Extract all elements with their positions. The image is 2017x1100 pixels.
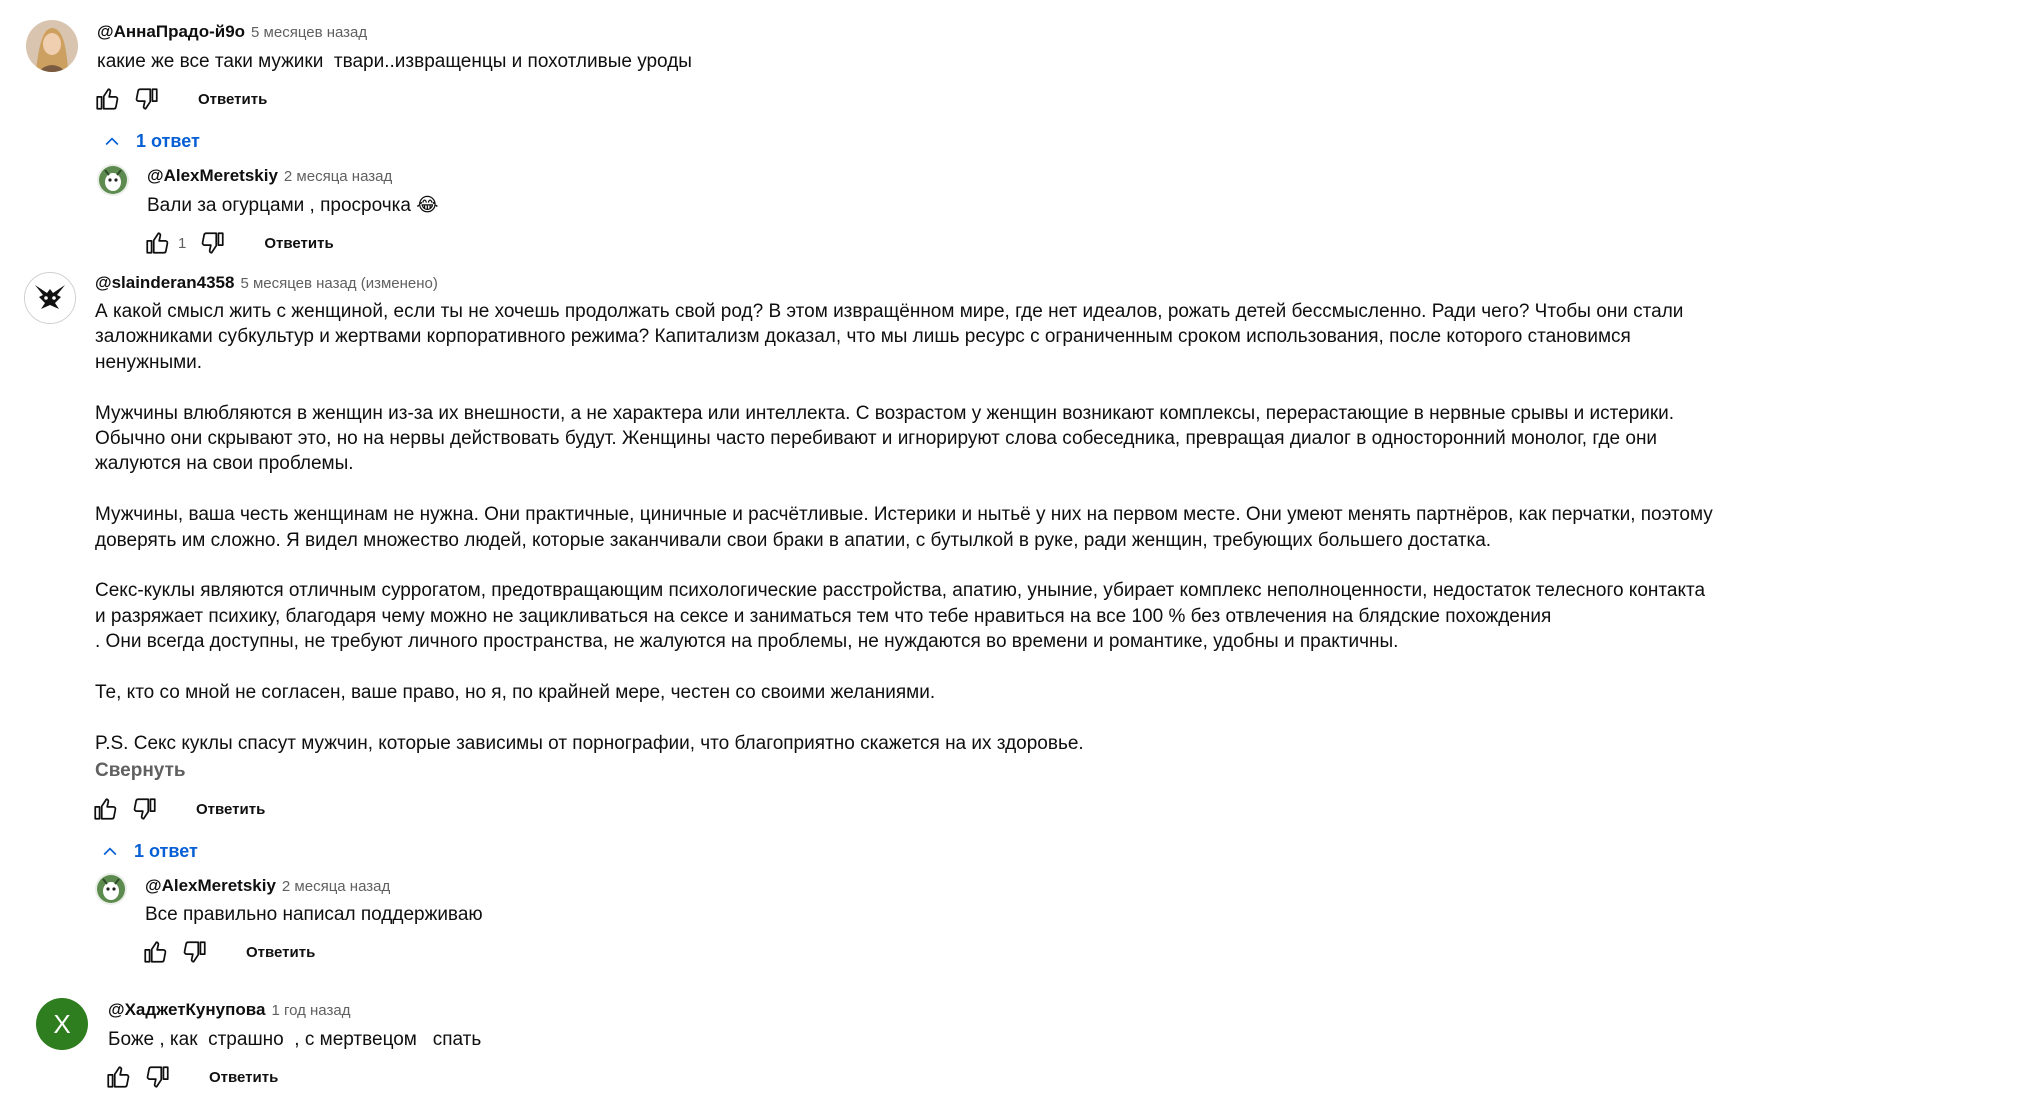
reply-text: Все правильно написал поддерживаю [145,904,483,925]
reply-time[interactable]: 2 месяца назад [283,168,393,185]
replies-count: 1 ответ [134,841,198,861]
chevron-up-icon [100,842,120,862]
thumbs-down-icon [145,1064,171,1090]
dislike-button[interactable] [182,934,222,970]
reply-text: Вали за огурцами , просрочка 😂 [147,195,439,216]
avatar-slainderan[interactable] [24,272,76,324]
replies-count: 1 ответ [136,131,200,151]
chevron-up-icon [102,132,122,152]
comment-time[interactable]: 1 год назад [271,1002,351,1019]
thumbs-up-icon [105,1064,131,1090]
reply-button[interactable]: Ответить [246,943,316,961]
thumbs-up-icon [94,86,120,112]
dislike-button[interactable] [132,791,172,827]
thumbs-up-icon [142,939,168,965]
reply-button[interactable]: Ответить [264,234,334,252]
collapse-button[interactable]: Свернуть [95,760,186,781]
reply-button[interactable]: Ответить [198,90,268,108]
like-button[interactable] [92,791,132,827]
avatar-alexmeretskiy[interactable] [95,873,127,905]
thumbs-down-icon [182,939,208,965]
dislike-button[interactable] [200,225,240,261]
like-count: 1 [178,234,187,252]
reply-button[interactable]: Ответить [209,1068,279,1086]
replies-toggle[interactable] [100,841,198,862]
like-button[interactable] [94,81,134,117]
comment-text: какие же все таки мужики твари..извращенцы и похотливые уроды [97,51,692,72]
comment-author[interactable]: @slainderan4358 [95,273,235,292]
comment-time[interactable]: 5 месяцев назад (изменено) [240,275,438,292]
reply-author[interactable]: @AlexMeretskiy [147,166,278,185]
thumbs-down-icon [134,86,160,112]
avatar-letter[interactable] [36,998,88,1050]
thumbs-down-icon [132,796,158,822]
thumbs-up-icon [92,796,118,822]
dislike-button[interactable] [134,81,174,117]
avatar-alexmeretskiy[interactable] [97,164,129,196]
replies-toggle[interactable] [102,131,200,152]
thumbs-down-icon [200,230,226,256]
like-button[interactable] [105,1059,145,1095]
dislike-button[interactable] [145,1059,185,1095]
comment-text: А какой смысл жить с женщиной, если ты не хочешь продолжать свой род? В этом извращённом мире, где нет идеалов, рожать детей бессмысленно. Ради чего? Чтобы они стали заложниками субкультур и жертвами корпоративного режима? Капитализм доказал, что мы лишь ресурс с ограниченным сроком использования, после которого становимся ненужными. Мужчины влюбляются в женщин из-за их внешности, а не характера или интеллекта. С возрастом у женщин возникают комплексы, перерастающие в нервные срывы и истерики. Обычно они скрывают это, но на нервы действовать будут. Женщины часто перебивают и игнорируют слова собеседника, превращая диалог в односторонний монолог, где они жалуются на свои проблемы. Мужчины, ваша честь женщинам не нужна. Они практичные, циничные и расчётливые. Истерики и нытьё у них на первом месте. Они умеют менять партнёров, как перчатки, поэтому доверять им сложно. Я видел множество людей, которые заканчивали свои браки в апатии, с бутылкой в руке, ради женщин, требующих большего достатка. Секс-куклы являются отличным суррогатом, предотвращающим психологические расстройства, апатию, уныние, убирает комплекс неполноценности, недостаток телесного контакта и разряжает психику, благодаря чему можно не зацикливаться на сексе и заниматься тем что тебе нравиться на все 100 % без отвлечения на блядские похождения . Они всегда доступны, не требуют личного пространства, не жалуются на проблемы, не нуждаются во времени и романтике, удобны и практичны. Те, кто со мной не согласен, ваше право, но я, по крайней мере, честен со своими желаниями. P.S. Секс куклы спасут мужчин, которые зависимы от порнографии, что благоприятно скажется на их здоровье. [95,301,1713,754]
reply-time[interactable]: 2 месяца назад [281,878,391,895]
reply-author[interactable]: @AlexMeretskiy [145,876,276,895]
avatar-initial: Х [53,1008,71,1039]
comment-author[interactable]: @АннаПрадо-й9о [97,22,246,41]
like-button[interactable] [144,225,178,261]
comment-text: Боже , как страшно , с мертвецом спать [108,1029,482,1050]
like-button[interactable] [142,934,182,970]
avatar-anna[interactable] [26,20,78,72]
reply-button[interactable]: Ответить [196,800,266,818]
comment-time[interactable]: 5 месяцев назад [251,24,368,41]
comment-author[interactable]: @ХаджетКунупова [108,1000,266,1019]
thumbs-up-icon [144,230,170,256]
